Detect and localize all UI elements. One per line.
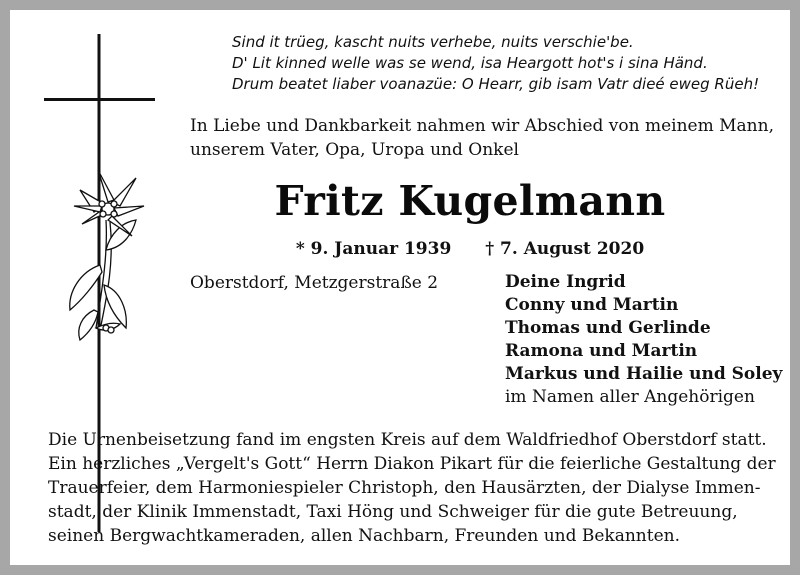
poem-line: Sind it trüeg, kascht nuits verhebe, nuits verschie'be. [232, 33, 634, 51]
mourner: Conny und Martin [505, 295, 679, 315]
paragraph-line: seinen Bergwachtkameraden, allen Nachbarn, Freunden und Bekannten. [48, 526, 681, 546]
intro-text [190, 114, 774, 162]
mourners-note: im Namen aller Angehörigen [505, 387, 755, 407]
mourner: Ramona und Martin [505, 341, 698, 361]
poem [232, 32, 772, 95]
death-date: † 7. August 2020 [485, 239, 645, 259]
intro-line: unserem Vater, Opa, Uropa und Onkel [190, 140, 519, 160]
paragraph-line: Ein herzliches „Vergelt's Gott“ Herrn Diakon Pikart für die feierliche Gestaltung der [48, 454, 776, 474]
intro-line: In Liebe und Dankbarkeit nahmen wir Abschied von meinem Mann, [190, 116, 774, 136]
paragraph-line: stadt, der Klinik Immenstadt, Taxi Höng und Schweiger für die gute Betreuung, [48, 502, 738, 522]
poem-line: Drum beatet liaber voanazüe: O Hearr, gib isam Vatr dieé eweg Rüeh! [232, 75, 760, 93]
mourner: Thomas und Gerlinde [505, 318, 711, 338]
poem-line: D' Lit kinned welle was se wend, isa Heargott hot's i sina Händ. [232, 54, 708, 72]
life-dates [190, 237, 750, 261]
mourner: Deine Ingrid [505, 272, 626, 292]
mourner: Markus und Hailie und Soley [505, 364, 783, 384]
edelweiss-icon [70, 170, 144, 340]
obituary-card [10, 10, 790, 565]
paragraph-line: Trauerfeier, dem Harmoniespieler Christoph, den Hausärzten, der Dialyse Immen- [48, 478, 761, 498]
thanks-paragraph [48, 428, 776, 548]
deceased-name: Fritz Kugelmann [274, 177, 666, 225]
mourners-list [505, 271, 782, 409]
paragraph-line: Die Urnenbeisetzung fand im engsten Kreis auf dem Waldfriedhof Oberstdorf statt. [48, 430, 767, 450]
residence-address: Oberstdorf, Metzgerstraße 2 [190, 273, 439, 293]
birth-date: * 9. Januar 1939 [295, 239, 452, 259]
